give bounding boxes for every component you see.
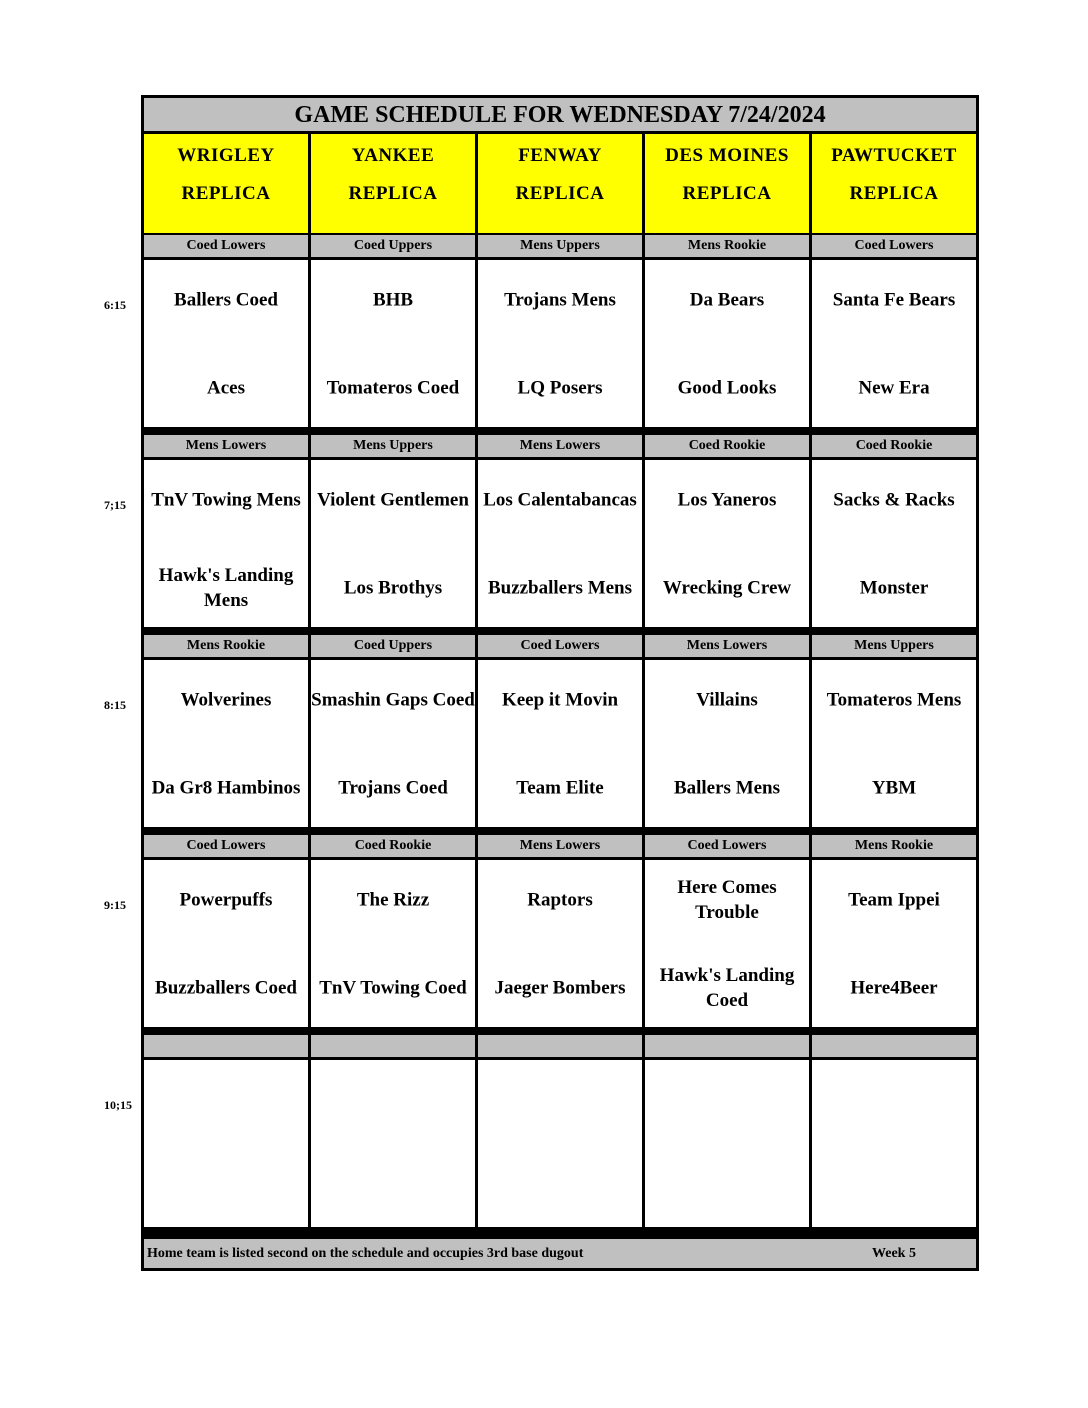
game-cell (645, 1057, 812, 1229)
away-team: Violent Gentlemen (317, 489, 469, 511)
game-row (144, 857, 976, 1029)
game-cell (478, 1057, 645, 1229)
division-row (144, 233, 976, 259)
time-slot-label: 10;15 (104, 1098, 132, 1112)
field-name: WRIGLEY (177, 145, 275, 166)
away-team: Team Ippei (848, 889, 940, 911)
game-cell (478, 257, 645, 429)
home-team: Trojans Coed (338, 777, 448, 799)
division-label: Mens Rookie (812, 835, 976, 857)
away-team: Los Yaneros (677, 489, 777, 511)
time-slot-label: 6:15 (104, 298, 126, 312)
division-label: Mens Lowers (144, 435, 311, 457)
home-team: Team Elite (516, 777, 604, 799)
away-team: Here Comes Trouble (677, 877, 777, 923)
away-team: Smashin Gaps Coed (311, 689, 475, 711)
home-team: Ballers Mens (673, 777, 781, 799)
game-cell (645, 257, 812, 429)
week-label: Week 5 (872, 1246, 916, 1261)
home-team: Jaeger Bombers (494, 977, 626, 999)
game-cell (645, 657, 812, 829)
home-team: Good Looks (677, 377, 777, 399)
field-header-wrigley (144, 134, 311, 233)
field-subtitle: REPLICA (181, 183, 271, 204)
schedule-table (141, 95, 979, 1271)
division-label: Coed Rookie (645, 435, 812, 457)
division-label (311, 1035, 478, 1057)
away-team: Trojans Mens (504, 289, 616, 311)
game-cell (812, 657, 976, 829)
field-name: DES MOINES (665, 145, 789, 166)
division-label: Coed Lowers (478, 635, 645, 657)
game-cell (812, 257, 976, 429)
game-cell (645, 457, 812, 629)
game-row (144, 1057, 976, 1229)
field-name: PAWTUCKET (831, 145, 957, 166)
field-header-yankee (311, 134, 478, 233)
away-team: Ballers Coed (174, 289, 278, 311)
home-team: Wrecking Crew (662, 577, 792, 599)
division-label: Mens Uppers (311, 435, 478, 457)
game-cell (144, 457, 311, 629)
division-row (144, 433, 976, 459)
game-cell (144, 857, 311, 1029)
game-cell (311, 257, 478, 429)
away-team: Da Bears (689, 289, 765, 311)
division-label: Coed Uppers (311, 235, 478, 257)
division-label (144, 1035, 311, 1057)
game-cell (311, 1057, 478, 1229)
game-cell (311, 857, 478, 1029)
home-team: Monster (859, 577, 929, 599)
away-team: The Rizz (356, 889, 430, 911)
division-label: Mens Uppers (812, 635, 976, 657)
game-cell (311, 657, 478, 829)
away-team: Raptors (527, 889, 593, 911)
game-cell (478, 657, 645, 829)
home-team: YBM (871, 777, 917, 799)
division-label: Mens Rookie (144, 635, 311, 657)
division-label: Mens Lowers (478, 835, 645, 857)
home-team: Los Brothys (343, 577, 443, 599)
home-team: New Era (858, 377, 930, 399)
away-team: TnV Towing Mens (151, 489, 301, 511)
division-row (144, 1033, 976, 1059)
field-subtitle: REPLICA (348, 183, 438, 204)
page-title: GAME SCHEDULE FOR WEDNESDAY 7/24/2024 (144, 98, 976, 134)
game-row (144, 657, 976, 829)
division-label: Coed Rookie (812, 435, 976, 457)
field-subtitle: REPLICA (682, 183, 772, 204)
division-label (478, 1035, 645, 1057)
game-cell (478, 857, 645, 1029)
game-cell (812, 457, 976, 629)
division-label: Coed Uppers (311, 635, 478, 657)
field-header-pawtucket (812, 134, 976, 233)
division-label: Mens Lowers (478, 435, 645, 457)
game-cell (311, 457, 478, 629)
game-cell (144, 657, 311, 829)
division-label: Coed Lowers (144, 835, 311, 857)
game-cell (645, 857, 812, 1029)
field-subtitle: REPLICA (515, 183, 605, 204)
home-team: TnV Towing Coed (319, 977, 467, 999)
time-slot-label: 8:15 (104, 698, 126, 712)
away-team: Santa Fe Bears (832, 289, 956, 311)
game-cell (812, 1057, 976, 1229)
away-team: Sacks & Racks (833, 489, 955, 511)
away-team: Tomateros Mens (826, 689, 962, 711)
game-cell (478, 457, 645, 629)
time-slot-label: 9:15 (104, 898, 126, 912)
away-team: Wolverines (180, 689, 272, 711)
division-label: Coed Rookie (311, 835, 478, 857)
home-team: Hawk's Landing Coed (659, 965, 795, 1011)
home-team: Aces (207, 377, 245, 399)
away-team: Keep it Movin (501, 689, 619, 711)
home-team: Hawk's Landing Mens (158, 565, 294, 611)
home-team: Here4Beer (850, 977, 938, 999)
away-team: Villains (696, 689, 758, 711)
away-team: BHB (372, 289, 414, 311)
home-team: Tomateros Coed (326, 377, 460, 399)
game-row (144, 257, 976, 429)
division-label: Mens Uppers (478, 235, 645, 257)
home-team: Buzzballers Coed (155, 977, 297, 999)
home-team: LQ Posers (517, 377, 603, 399)
field-header-fenway (478, 134, 645, 233)
field-subtitle: REPLICA (849, 183, 939, 204)
game-row (144, 457, 976, 629)
home-team: Da Gr8 Hambinos (151, 777, 301, 799)
division-row (144, 833, 976, 859)
time-slot-label: 7;15 (104, 498, 126, 512)
footer-bar (144, 1236, 976, 1268)
away-team: Los Calentabancas (483, 489, 637, 511)
division-row (144, 633, 976, 659)
game-cell (144, 257, 311, 429)
division-label: Mens Lowers (645, 635, 812, 657)
field-name: FENWAY (518, 145, 602, 166)
field-name: YANKEE (351, 145, 435, 166)
division-label: Coed Lowers (645, 835, 812, 857)
home-team: Buzzballers Mens (487, 577, 633, 599)
field-header-row (144, 134, 976, 233)
division-label (645, 1035, 812, 1057)
game-cell (812, 857, 976, 1029)
division-label: Mens Rookie (645, 235, 812, 257)
field-header-des-moines (645, 134, 812, 233)
division-label: Coed Lowers (812, 235, 976, 257)
away-team: Powerpuffs (179, 889, 273, 911)
division-label: Coed Lowers (144, 235, 311, 257)
division-label (812, 1035, 976, 1057)
game-cell (144, 1057, 311, 1229)
footer-note: Home team is listed second on the schedule and occupies 3rd base dugout (147, 1246, 584, 1261)
